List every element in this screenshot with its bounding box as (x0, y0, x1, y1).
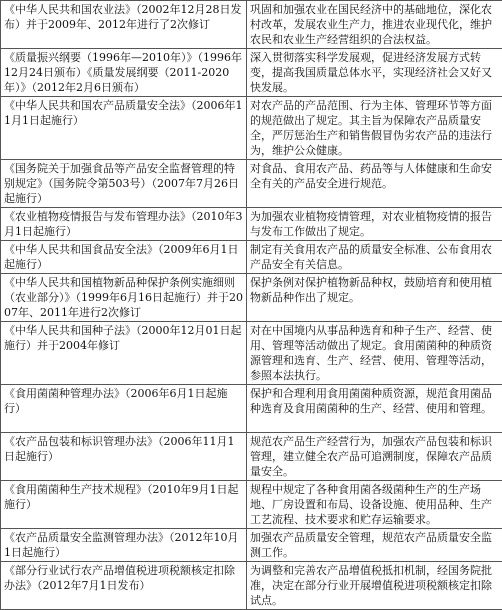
law-cell (1, 208, 247, 241)
purpose-cell (247, 97, 502, 160)
law-purpose: 规程中规定了各种食用菌各级菌种生产的生产场地、厂房设置和布局、设备设施、使用品种、生产工艺流程、技术要求和贮存运输要求。 (250, 482, 499, 527)
purpose-cell (247, 385, 502, 433)
purpose-cell (247, 433, 502, 481)
purpose-cell (247, 529, 502, 562)
law-title: 《农产品包装和标识管理办法》（2006年11月1日起施行） (4, 434, 243, 464)
law-title: 《中华人民共和国食品安全法》（2009年6月1日起施行） (4, 242, 243, 272)
law-purpose: 制定有关食用农产品的质量安全标准、公布食用农产品安全有关信息。 (250, 242, 499, 272)
purpose-cell (247, 241, 502, 274)
table-row (1, 208, 502, 241)
purpose-cell (247, 160, 502, 208)
law-title: 《农业植物疫情报告与发布管理办法》（2010年3月1日起施行） (4, 209, 243, 239)
law-title: 《中华人民共和国农业法》（2002年12月28日发布）并于2009年、2012年进行了2次修订 (4, 2, 243, 32)
table-row (1, 322, 502, 385)
table-row (1, 562, 502, 610)
table-row (1, 433, 502, 481)
law-purpose: 规范农产品生产经营行为，加强农产品包装和标识管理，建立健全农产品可追溯制度，保障农产品质量安全。 (250, 434, 499, 479)
purpose-cell (247, 481, 502, 529)
law-cell (1, 562, 247, 610)
table-row (1, 1, 502, 49)
table-row (1, 481, 502, 529)
law-purpose: 巩固和加强农业在国民经济中的基础地位，深化农村改革，发展农业生产力，推进农业现代化，维护农民和农业生产经营组织的合法权益。 (250, 2, 499, 47)
law-cell (1, 241, 247, 274)
law-cell (1, 322, 247, 385)
law-title: 《中华人民共和国种子法》（2000年12月01日起施行）并于2004年修订 (4, 323, 243, 353)
law-table-body (1, 1, 502, 610)
table-row (1, 49, 502, 97)
law-purpose: 对农产品的产品范围、行为主体、管理环节等方面的规范做出了规定。其主旨为保障农产品质量安全，严厉惩治生产和销售假冒伪劣农产品的违法行为，维护公众健康。 (250, 98, 499, 158)
purpose-cell (247, 49, 502, 97)
purpose-cell (247, 274, 502, 322)
law-cell (1, 385, 247, 433)
law-purpose: 加强农产品质量安全管理，规范农产品质量安全监测工作。 (250, 530, 499, 560)
purpose-cell (247, 322, 502, 385)
law-title: 《食用菌菌种生产技术规程》（2010年9月1日起施行） (4, 482, 243, 512)
law-purpose: 为调整和完善农产品增值税抵扣机制，经国务院批准，决定在部分行业开展增值税进项税额核定扣除试点。 (250, 563, 499, 608)
law-purpose: 保护条例对保护植物新品种权，鼓励培育和使用植物新品种作出了规定。 (250, 275, 499, 305)
law-title: 《中华人民共和国农产品质量安全法》（2006年11月1日起施行） (4, 98, 243, 128)
table-row (1, 241, 502, 274)
purpose-cell (247, 1, 502, 49)
law-title: 《农产品质量安全监测管理办法》（2012年10月1日起施行） (4, 530, 243, 560)
law-purpose: 保护和合理利用食用菌菌种质资源，规范食用菌品种选育及食用菌菌种的生产、经营、使用和管理。 (250, 386, 499, 416)
table-row (1, 529, 502, 562)
law-purpose: 对食品、食用农产品、药品等与人体健康和生命安全有关的产品安全进行规范。 (250, 161, 499, 191)
purpose-cell (247, 208, 502, 241)
law-cell (1, 481, 247, 529)
table-row (1, 385, 502, 433)
law-title: 《部分行业试行农产品增值税进项税额核定扣除办法》（2012年7月1日发布） (4, 563, 243, 593)
table-row (1, 274, 502, 322)
law-title: 《质量振兴纲要（1996年—2010年）》（1996年12月24日颁布）《质量发展纲要（2011-2020年）》（2012年2月6日颁布） (4, 50, 243, 95)
law-purpose: 对在中国境内从事品种选育和种子生产、经营、使用、管理等活动做出了规定。食用菌菌种的种质资源管理和选育、生产、经营、使用、管理等活动，参照本法执行。 (250, 323, 499, 383)
law-cell (1, 97, 247, 160)
law-title: 《食用菌菌种管理办法》（2006年6月1日起施行） (4, 386, 243, 416)
law-cell (1, 529, 247, 562)
table-row (1, 97, 502, 160)
law-cell (1, 274, 247, 322)
law-cell (1, 1, 247, 49)
law-purpose: 为加强农业植物疫情管理，对农业植物疫情的报告与发布工作做出了规定。 (250, 209, 499, 239)
law-cell (1, 433, 247, 481)
table-row (1, 160, 502, 208)
law-purpose: 深入贯彻落实科学发展观，促进经济发展方式转变，提高我国质量总体水平，实现经济社会又好又快发展。 (250, 50, 499, 95)
law-cell (1, 160, 247, 208)
law-title: 《中华人民共和国植物新品种保护条例实施细则（农业部分）》（1999年6月16日起施行）并于2007年、2011年进行2次修订 (4, 275, 243, 320)
law-title: 《国务院关于加强食品等产品安全监督管理的特别规定》（国务院令第503号）（2007年7月26日起施行） (4, 161, 243, 206)
purpose-cell (247, 562, 502, 610)
law-cell (1, 49, 247, 97)
